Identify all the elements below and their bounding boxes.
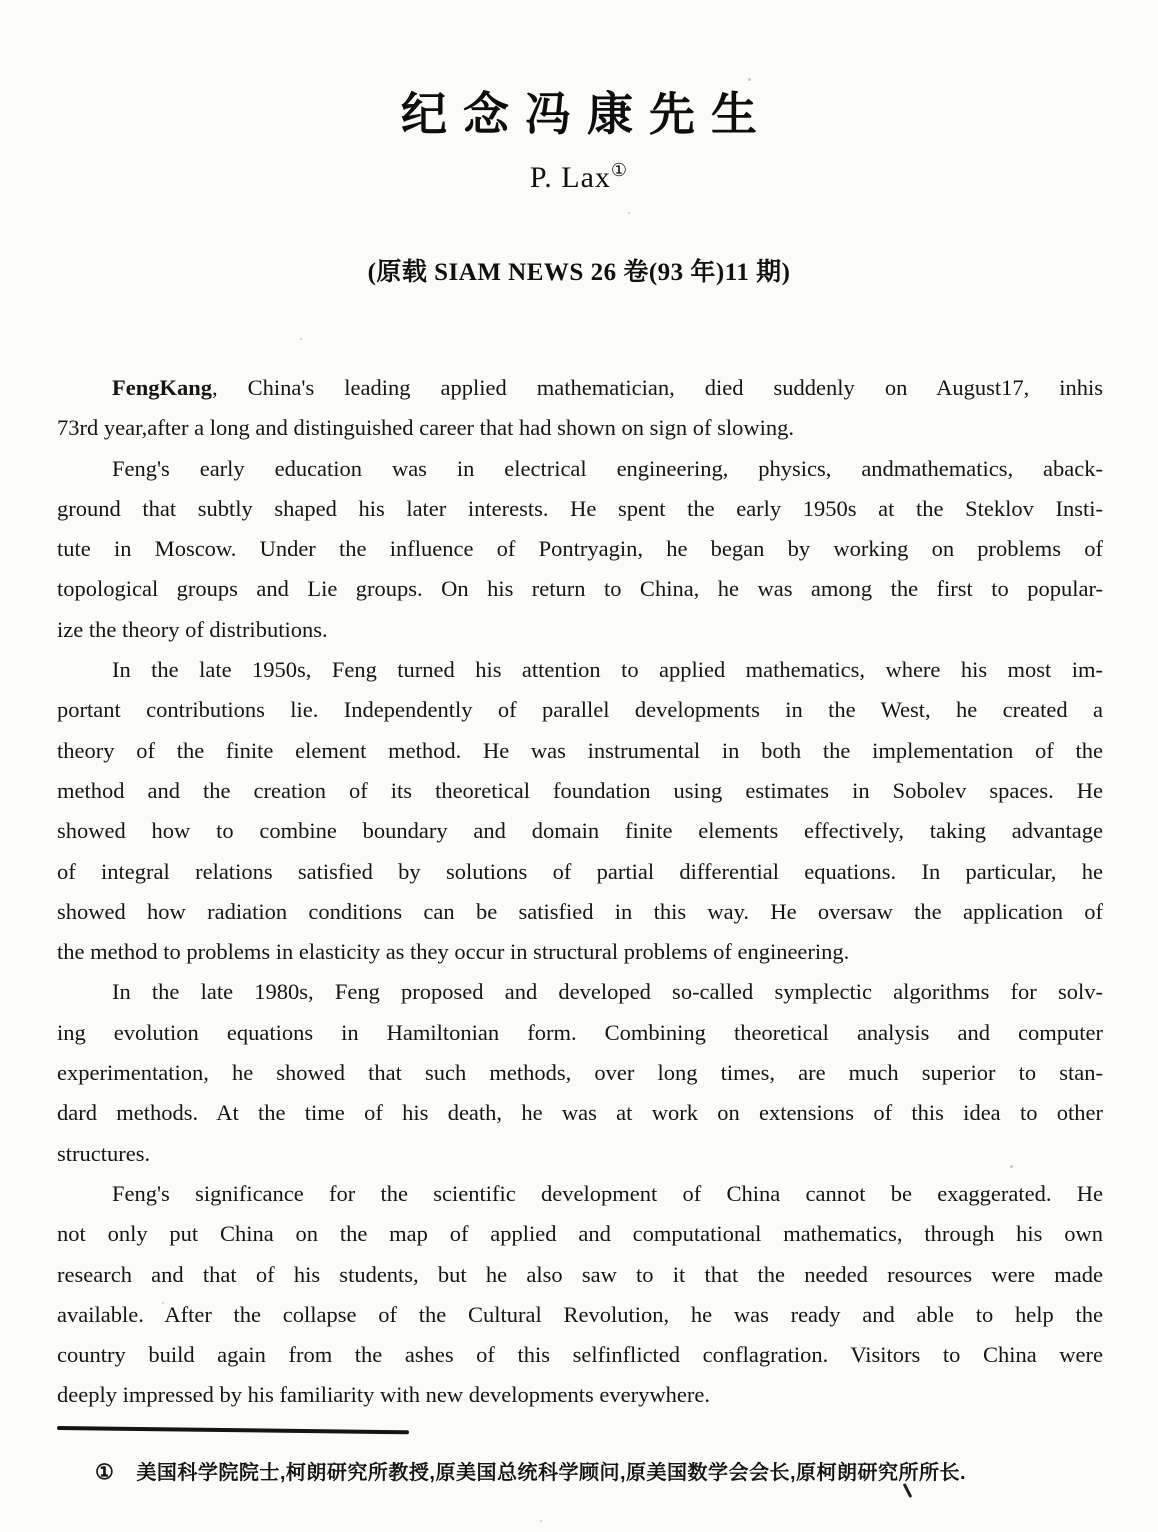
scan-speck (1098, 905, 1100, 907)
body-line: showed how to combine boundary and domain finite elements effectively, taking advantage (57, 818, 1103, 844)
body-line: of integral relations satisfied by solutions of partial differential equations. In particular, he (57, 858, 1103, 884)
author-name: P. Lax (529, 161, 611, 194)
body-line: research and that of his students, but he also saw to it that the needed resources were made (57, 1261, 1103, 1287)
scan-speck (162, 1302, 164, 1304)
body-line: ize the theory of distributions. (57, 616, 328, 642)
scan-speck (300, 338, 302, 340)
footnote-marker: ① (95, 1461, 115, 1484)
body-line: the method to problems in elasticity as they occur in structural problems of engineering. (57, 939, 850, 965)
body-line: theory of the finite element method. He was instrumental in both the implementation of the (57, 737, 1103, 763)
author-line (0, 161, 1158, 195)
body-line: experimentation, he showed that such methods, over long times, are much superior to stan- (57, 1060, 1103, 1086)
scan-speck (540, 1520, 542, 1522)
body-line: showed how radiation conditions can be satisfied in this way. He oversaw the application of (57, 898, 1103, 924)
scan-speck (748, 78, 751, 81)
footnote-separator-rule (57, 1426, 409, 1434)
footnote-text: 美国科学院院士,柯朗研究所教授,原美国总统科学顾问,原美国数学会会长,原柯朗研究所所长. (136, 1462, 967, 1484)
body-line: 73rd year,after a long and distinguished career that had shown on sign of slowing. (57, 415, 795, 441)
body-line: tute in Moscow. Under the influence of Pontryagin, he began by working on problems of (57, 536, 1103, 562)
body-line: deeply impressed by his familiarity with new developments everywhere. (57, 1382, 710, 1408)
scan-speck (878, 468, 880, 470)
scan-speck (1010, 1165, 1013, 1168)
body-line: not only put China on the map of applied and computational mathematics, through his own (57, 1221, 1103, 1247)
body-line: In the late 1950s, Feng turned his attention to applied mathematics, where his most im- (112, 657, 1103, 683)
body-line: In the late 1980s, Feng proposed and developed so-called symplectic algorithms for solv- (112, 979, 1103, 1005)
body-line: country build again from the ashes of this selfinflicted conflagration. Visitors to China were (57, 1342, 1103, 1368)
body-line: FengKang, China's leading applied mathematician, died suddenly on August17, inhis (112, 375, 1103, 400)
body-line: portant contributions lie. Independently of parallel developments in the West, he created a (57, 697, 1103, 723)
body-line: ing evolution equations in Hamiltonian form. Combining theoretical analysis and computer (57, 1019, 1103, 1045)
body-line: Feng's early education was in electrical engineering, physics, andmathematics, aback- (112, 455, 1103, 481)
body-line: topological groups and Lie groups. On his return to China, he was among the first to popular- (57, 576, 1103, 602)
article-body (57, 368, 1103, 1416)
body-line: ground that subtly shaped his later interests. He spent the early 1950s at the Steklov Insti- (57, 495, 1103, 521)
body-line: dard methods. At the time of his death, he was at work on extensions of this idea to other (57, 1100, 1103, 1126)
source-line: (原载 SIAM NEWS 26 卷(93 年)11 期) (367, 259, 791, 286)
page-title: 纪念冯康先生 (401, 88, 773, 140)
body-line: structures. (57, 1140, 151, 1166)
body-line: method and the creation of its theoretical foundation using estimates in Sobolev spaces. He (57, 777, 1103, 803)
footnote (95, 1460, 1095, 1486)
body-line: Feng's significance for the scientific development of China cannot be exaggerated. He (112, 1180, 1103, 1206)
body-line: available. After the collapse of the Cultural Revolution, he was ready and able to help the (57, 1301, 1103, 1327)
scan-speck (628, 212, 630, 214)
author-footnote-marker: ① (610, 160, 629, 180)
